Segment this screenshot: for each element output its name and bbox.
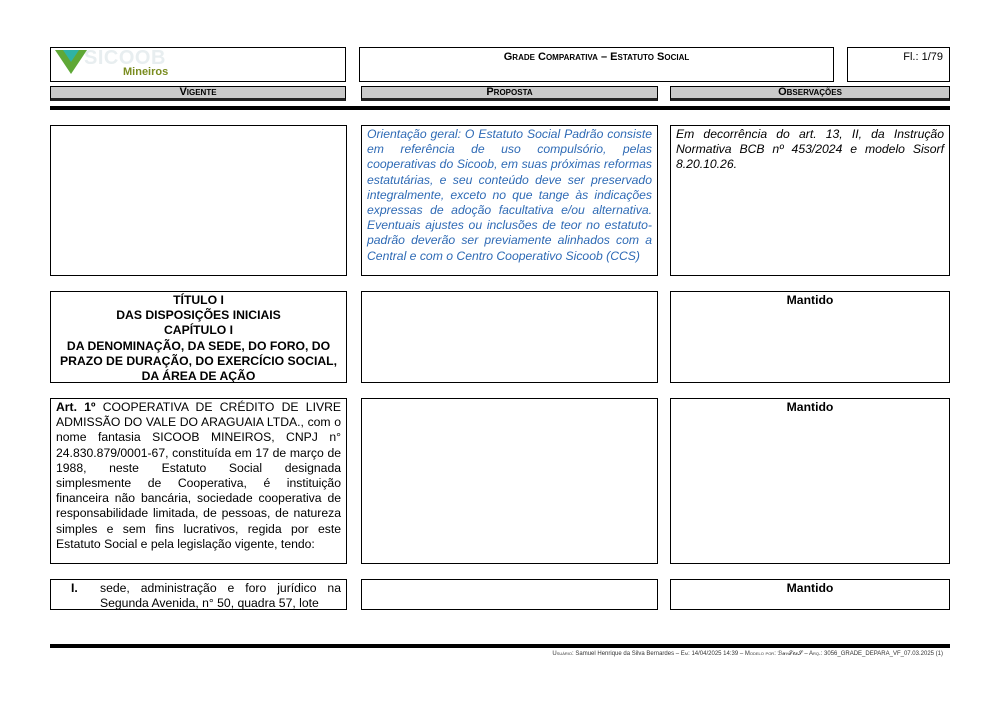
column-header-vigente: Vigente bbox=[50, 86, 346, 101]
list-number: I. bbox=[71, 581, 78, 595]
document-title-box bbox=[359, 47, 834, 82]
logo-box bbox=[50, 47, 346, 82]
list-item-text: sede, administração e foro jurídico na Segunda Avenida, n° 50, quadra 57, lote bbox=[100, 581, 341, 611]
column-header-observacoes: Observações bbox=[670, 86, 950, 101]
header-divider bbox=[50, 106, 950, 110]
row2-proposta-cell bbox=[361, 291, 658, 383]
article-label: Art. 1º bbox=[56, 400, 96, 414]
chapter-subheading: DA DENOMINAÇÃO, DA SEDE, DO FORO, DO PRAZO DE DURAÇÃO, DO EXERCÍCIO SOCIAL, DA ÁREA DE AÇÃO bbox=[60, 338, 337, 384]
title-heading: TÍTULO I bbox=[173, 293, 224, 307]
logo-subtitle: Mineiros bbox=[123, 66, 169, 78]
document-title: Grade Comparativa – Estatuto Social bbox=[503, 51, 690, 63]
page-number: Fl.: 1/79 bbox=[903, 51, 943, 63]
logo-wordmark: SICOOB bbox=[84, 47, 166, 69]
row1-observacoes-cell: Em decorrência do art. 13, II, da Instrução Normativa BCB nº 453/2024 e modelo Sisorf 8.20.10.26. bbox=[670, 125, 950, 276]
row2-vigente-cell bbox=[50, 291, 347, 383]
footer-divider bbox=[50, 644, 950, 648]
column-header-proposta: Proposta bbox=[361, 86, 658, 101]
sicoob-logo-icon bbox=[55, 50, 87, 76]
row4-proposta-cell bbox=[361, 579, 658, 610]
row3-proposta-cell bbox=[361, 398, 658, 564]
row2-observacoes-cell: Mantido bbox=[670, 291, 950, 383]
article-text: COOPERATIVA DE CRÉDITO DE LIVRE ADMISSÃO DO VALE DO ARAGUAIA LTDA., com o nome fantasia SICOOB MINEIROS, CNPJ n° 24.830.879/0001-67, constituída em 17 de março de 1988, neste Estatuto Social designada simplesmente de Cooperativa, é instituição financeira não bancária, sociedade cooperativa de responsabilidade limitada, de pessoas, de natureza simples e sem fins lucrativos, regida por este Estatuto Social e pela legislação vigente, tendo: bbox=[56, 400, 342, 551]
title-subheading: DAS DISPOSIÇÕES INICIAIS bbox=[116, 308, 281, 323]
row1-vigente-cell bbox=[50, 125, 347, 276]
row1-proposta-cell: Orientação geral: O Estatuto Social Padrão consiste em referência de uso compulsório, pelas cooperativas do Sicoob, em suas próximas reformas estatutárias, e seu conteúdo deve ser preservado integralmente, exceto no que tange às indicações expressas de adoção facultativa e/ou alternativa. Eventuais ajustes ou inclusões de teor no estatuto-padrão deverão ser previamente alinhados com a Central e com o Centro Cooperativo Sicoob (CCS) bbox=[361, 125, 658, 276]
row3-observacoes-cell: Mantido bbox=[670, 398, 950, 564]
footer-info: Usuário: Samuel Henrique da Silva Bernardes – Em: 14/04/2025 14:39 – Modelo por: ℬ𝓊𝓇𝒯𝑒𝓍𝒮 – Arq.: 3056_GRADE_DEPARA_VF_07.03.2025 (1) bbox=[552, 651, 943, 657]
page-number-box bbox=[847, 47, 950, 82]
row3-vigente-cell bbox=[50, 398, 347, 564]
row4-observacoes-cell: Mantido bbox=[670, 579, 950, 610]
chapter-heading: CAPÍTULO I bbox=[163, 323, 234, 338]
row4-vigente-cell bbox=[50, 579, 347, 610]
